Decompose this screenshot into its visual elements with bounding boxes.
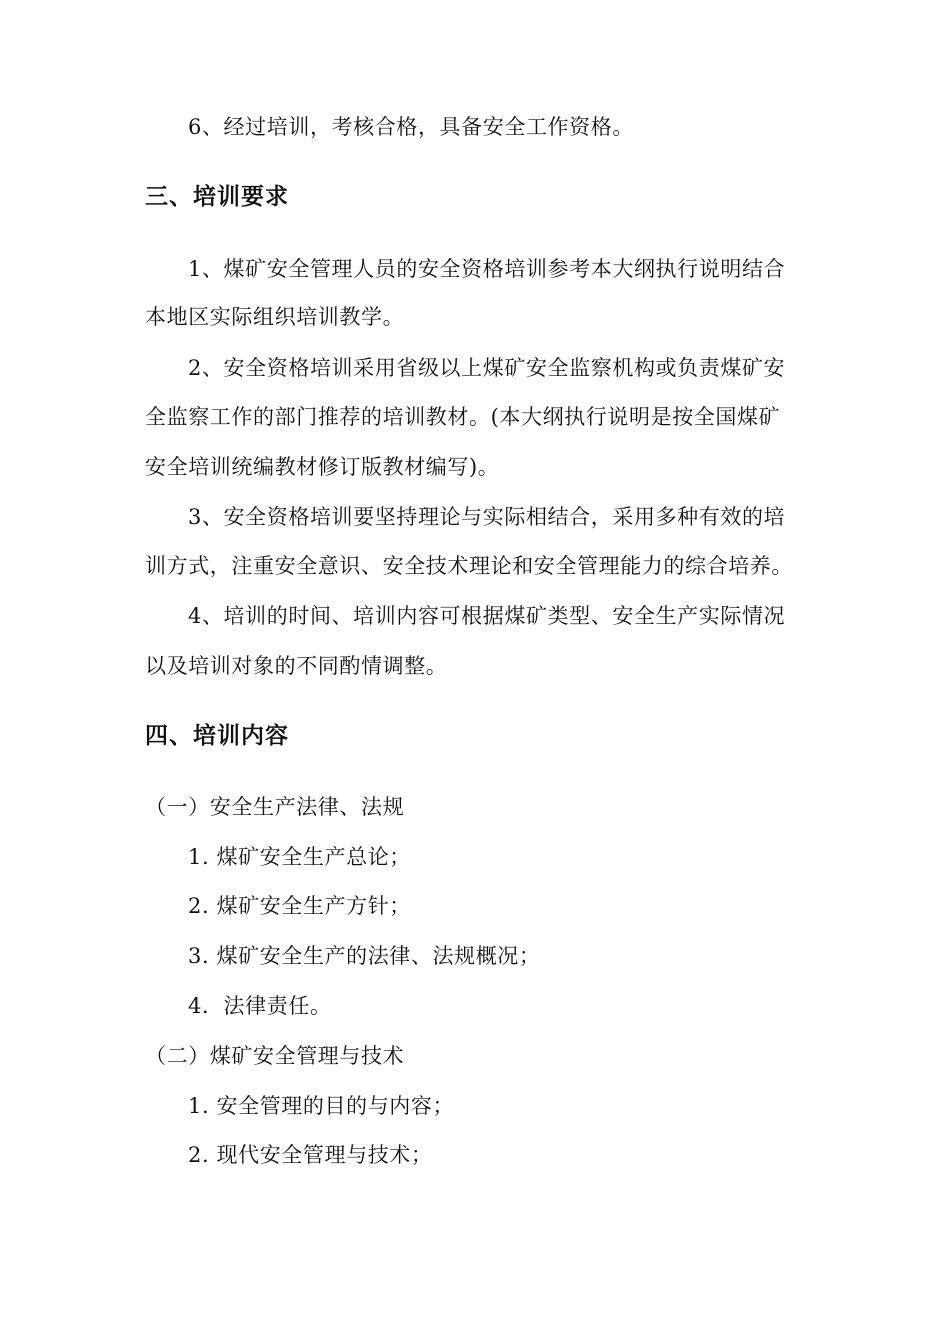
list-item: 1. 煤矿安全生产总论； [188, 845, 411, 869]
subsection-heading: （一）安全生产法律、法规 [145, 795, 405, 819]
paragraph-line: 以及培训对象的不同酌情调整。 [145, 654, 448, 678]
section-heading-training-content: 四、培训内容 [145, 723, 289, 749]
paragraph-line: 全监察工作的部门推荐的培训教材。(本大纲执行说明是按全国煤矿 [145, 405, 781, 429]
list-item: 2. 现代安全管理与技术； [188, 1143, 433, 1167]
paragraph-line: 安全培训统编教材修订版教材编写)。 [145, 455, 500, 479]
paragraph-line: 1、煤矿安全管理人员的安全资格培训参考本大纲执行说明结合 [188, 257, 786, 281]
paragraph-line: 本地区实际组织培训教学。 [145, 305, 405, 329]
list-item: 4．法律责任。 [188, 994, 332, 1018]
list-item: 1. 安全管理的目的与内容； [188, 1094, 455, 1118]
list-item: 3. 煤矿安全生产的法律、法规概况； [188, 944, 541, 968]
paragraph-line: 3、安全资格培训要坚持理论与实际相结合，采用多种有效的培 [188, 505, 786, 529]
section-heading-training-requirements: 三、培训要求 [145, 184, 289, 210]
paragraph-line: 训方式，注重安全意识、安全技术理论和安全管理能力的综合培养。 [145, 554, 793, 578]
paragraph-line: 2、安全资格培训采用省级以上煤矿安全监察机构或负责煤矿安 [188, 356, 786, 380]
paragraph-line: 6、经过培训，考核合格，具备安全工作资格。 [188, 115, 634, 139]
paragraph-line: 4、培训的时间、培训内容可根据煤矿类型、安全生产实际情况 [188, 604, 786, 628]
subsection-heading: （二）煤矿安全管理与技术 [145, 1044, 405, 1068]
list-item: 2. 煤矿安全生产方针； [188, 894, 411, 918]
